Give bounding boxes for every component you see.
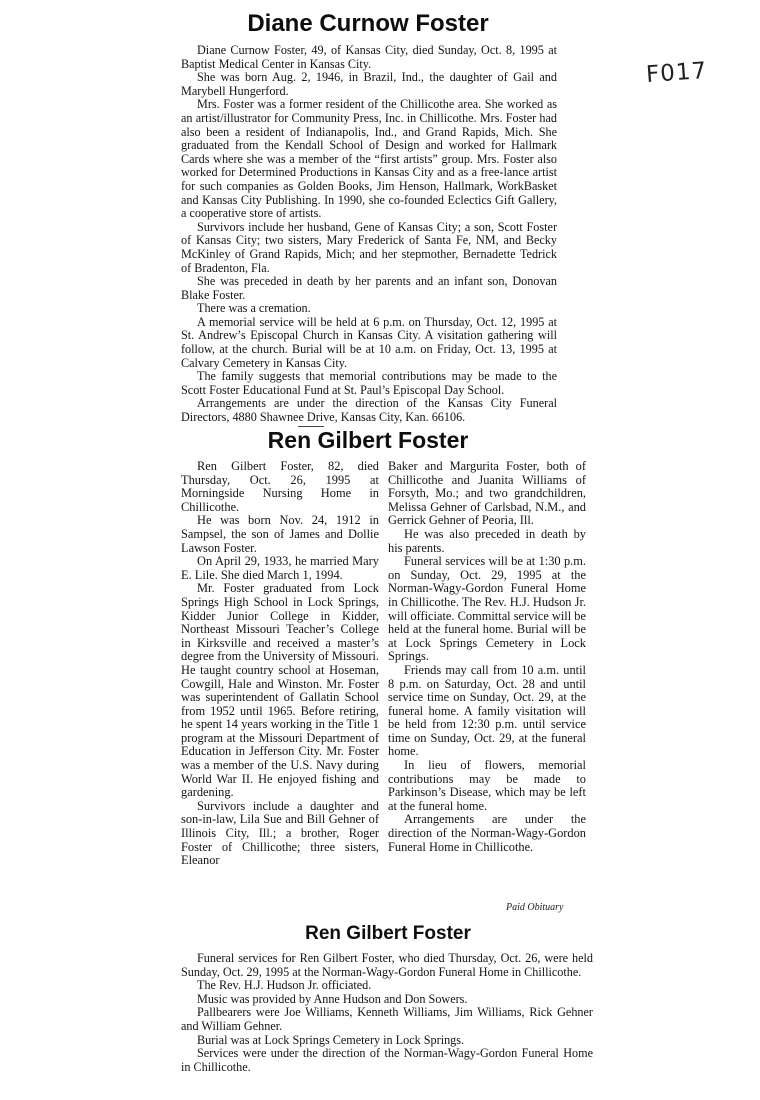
obituary-2-paragraph: He was born Nov. 24, 1912 in Sampsel, the son of James and Dollie Lawson Foster. (181, 513, 379, 555)
paid-obituary-label: Paid Obituary (506, 902, 564, 913)
obituary-1-paragraph: A memorial service will be held at 6 p.m. on Thursday, Oct. 12, 1995 at St. Andrew’s Episcopal Church in Kansas City. A visitation gathering will follow, at the church. Burial will be at 10 a.m. on Friday, Oct. 13, 1995 at Calvary Cemetery in Kansas City. (181, 314, 557, 370)
obituary-2-paragraph: Funeral services will be at 1:30 p.m. on Sunday, Oct. 29, 1995 at the Norman-Wagy-Gordon Funeral Home in Chillicothe. The Rev. H.J. Hudson Jr. will officiate. Committal service will be held at the funeral home. Burial will be at Lock Springs Cemetery in Lock Springs. (388, 554, 586, 664)
obituary-2-paragraph: Arrangements are under the direction of the Norman-Wagy-Gordon Funeral Home in Chillicothe. (388, 812, 586, 854)
obituary-3-paragraph: Pallbearers were Joe Williams, Kenneth Williams, Jim Williams, Rick Gehner and William Gehner. (181, 1005, 593, 1033)
obituary-1-paragraph: The family suggests that memorial contributions may be made to the Scott Foster Educational Fund at St. Paul’s Episcopal Day School. (181, 369, 557, 397)
obituary-2-title: Ren Gilbert Foster (267, 427, 469, 453)
obituary-1-title: Diane Curnow Foster (247, 10, 489, 37)
handwritten-note: F017 (645, 57, 708, 89)
obituary-2-paragraph: Ren Gilbert Foster, 82, died Thursday, Oct. 26, 1995 at Morningside Nursing Home in Chillicothe. (181, 459, 379, 514)
obituary-2-right-column (388, 460, 586, 854)
obituary-3-paragraph: Funeral services for Ren Gilbert Foster, who died Thursday, Oct. 26, were held Sunday, Oct. 29, 1995 at the Norman-Wagy-Gordon Funeral Home in Chillicothe. (181, 951, 593, 979)
obituary-2-paragraph: In lieu of flowers, memorial contributions may be made to Parkinson’s Disease, which may be left at the funeral home. (388, 758, 586, 813)
obituary-3-paragraph: Burial was at Lock Springs Cemetery in Lock Springs. (197, 1032, 465, 1047)
obituary-1-paragraph: She was born Aug. 2, 1946, in Brazil, Ind., the daughter of Gail and Marybell Hungerford. (181, 70, 557, 98)
obituary-2-paragraph: Survivors include a daughter and son-in-law, Lila Sue and Bill Gehner of Illinois City, Ill.; a brother, Roger Foster of Chillicothe; three sisters, Eleanor (181, 798, 379, 868)
obituary-2-paragraph: On April 29, 1933, he married Mary E. Lile. She died March 1, 1994. (181, 554, 379, 582)
obituary-1-paragraph: Mrs. Foster was a former resident of the Chillicothe area. She worked as an artist/illustrator for Community Press, Inc. in Chillicothe. Mrs. Foster had also been a resident of Indianapolis, Ind., and Grand Rapids, Mich. She graduated from the Kendall School of Design and worked for Hallmark Cards where she was a member of the “first artists” group. Mrs. Foster also worked for Determined Productions in Kansas City and as a free-lance artist for such companies as Golden Books, Jim Henson, Hallmark, WorkBasket and Kansas City Publishing. In 1990, she co-founded Eclectics Gift Gallery, a cooperative store of artists. (181, 97, 557, 221)
obituary-3-title: Ren Gilbert Foster (305, 923, 471, 944)
obituary-2-paragraph: Friends may call from 10 a.m. until 8 p.m. on Saturday, Oct. 28 and until service time on Sunday, Oct. 29, at the funeral home. A family visitation will be held from 12:30 p.m. until service time on Sunday, Oct. 29, at the funeral home. (388, 662, 586, 759)
obituary-3-paragraph: Services were under the direction of the Norman-Wagy-Gordon Funeral Home in Chillicothe. (181, 1046, 593, 1074)
obituary-1-paragraph: Survivors include her husband, Gene of Kansas City; a son, Scott Foster of Kansas City; two sisters, Mary Frederick of Santa Fe, NM, and Becky McKinley of Grand Rapids, Mich; and her stepmother, Bernadette Tedrick of Bradenton, Fla. (181, 219, 557, 275)
obituary-1-paragraph: Arrangements are under the direction of the Kansas City Funeral Directors, 4880 Shawnee Drive, Kansas City, Kan. 66106. (181, 396, 557, 425)
obituary-3-body (181, 952, 593, 1074)
obituary-1-paragraph: Diane Curnow Foster, 49, of Kansas City, died Sunday, Oct. 8, 1995 at Baptist Medical Center in Kansas City. (181, 43, 557, 71)
obituary-1-paragraph: She was preceded in death by her parents and an infant son, Donovan Blake Foster. (181, 274, 557, 302)
obituary-2-paragraph: He was also preceded in death by his parents. (388, 526, 586, 555)
obituary-2-paragraph: Baker and Margurita Foster, both of Chillicothe and Juanita Williams of Forsyth, Mo.; and two grandchildren, Melissa Gehner of Carlsbad, N.M., and Gerrick Gehner of Peoria, Ill. (388, 459, 586, 528)
obituary-2-paragraph: Mr. Foster graduated from Lock Springs High School in Lock Springs, Kidder Junior College in Kidder, Northeast Missouri Teacher’s College in Kirksville and received a master’s degree from the University of Missouri. He taught country school at Hoseman, Cowgill, Hale and Winston. Mr. Foster was superintendent of Gallatin School from 1952 until 1965. Before retiring, he spent 14 years working in the Title 1 program at the Missouri Department of Education in Jefferson City. Mr. Foster was a member of the U.S. Navy during World War II. He enjoyed fishing and gardening. (181, 581, 379, 800)
obituary-2-left-column (181, 460, 379, 868)
obituary-3-paragraph: The Rev. H.J. Hudson Jr. officiated. (197, 978, 372, 993)
obituary-1-body (181, 44, 557, 425)
obituary-1-paragraph: There was a cremation. (197, 301, 311, 316)
obituary-3-paragraph: Music was provided by Anne Hudson and Don Sowers. (197, 991, 468, 1006)
